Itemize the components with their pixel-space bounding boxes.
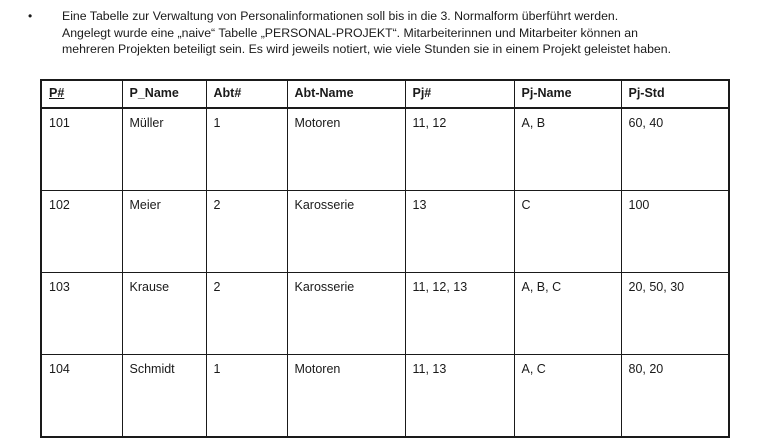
cell-abt-nr: 2 — [206, 273, 287, 355]
header-pj-nr: Pj# — [405, 80, 514, 108]
cell-abt-nr: 2 — [206, 191, 287, 273]
table-row — [41, 355, 729, 438]
table-row — [41, 273, 729, 355]
cell-pj-std: 100 — [621, 191, 729, 273]
header-abt-nr: Abt# — [206, 80, 287, 108]
task-line-2: Angelegt wurde eine „naive“ Tabelle „PERSONAL-PROJEKT“. Mitarbeiterinnen und Mitarbeiter können an — [62, 25, 638, 40]
cell-p-name: Müller — [122, 108, 206, 191]
table-row — [41, 191, 729, 273]
cell-abt-name: Motoren — [287, 355, 405, 438]
cell-pj-nr: 13 — [405, 191, 514, 273]
cell-abt-name: Karosserie — [287, 273, 405, 355]
cell-abt-nr: 1 — [206, 355, 287, 438]
cell-p-name: Schmidt — [122, 355, 206, 438]
cell-abt-name: Motoren — [287, 108, 405, 191]
header-pj-name: Pj-Name — [514, 80, 621, 108]
cell-abt-name: Karosserie — [287, 191, 405, 273]
cell-pj-name: A, B — [514, 108, 621, 191]
cell-pj-nr: 11, 13 — [405, 355, 514, 438]
cell-p-nr: 101 — [41, 108, 122, 191]
cell-pj-std: 20, 50, 30 — [621, 273, 729, 355]
cell-pj-nr: 11, 12, 13 — [405, 273, 514, 355]
cell-abt-nr: 1 — [206, 108, 287, 191]
task-text — [62, 8, 748, 58]
header-row — [41, 80, 729, 108]
cell-p-nr: 102 — [41, 191, 122, 273]
cell-pj-name: A, C — [514, 355, 621, 438]
cell-pj-name: C — [514, 191, 621, 273]
cell-pj-std: 60, 40 — [621, 108, 729, 191]
cell-p-nr: 104 — [41, 355, 122, 438]
cell-pj-nr: 11, 12 — [405, 108, 514, 191]
cell-pj-std: 80, 20 — [621, 355, 729, 438]
cell-p-name: Meier — [122, 191, 206, 273]
header-p-nr — [41, 80, 122, 108]
personal-projekt-table — [40, 79, 730, 438]
header-pj-std: Pj-Std — [621, 80, 729, 108]
task-description — [28, 8, 748, 58]
cell-p-nr: 103 — [41, 273, 122, 355]
task-line-3: mehreren Projekten beteiligt sein. Es wird jeweils notiert, wie viele Stunden sie in einem Projekt geleistet haben. — [62, 42, 672, 56]
cell-pj-name: A, B, C — [514, 273, 621, 355]
header-abt-name: Abt-Name — [287, 80, 405, 108]
bullet-marker: • — [28, 9, 33, 23]
task-line-1: Eine Tabelle zur Verwaltung von Personalinformationen soll bis in die 3. Normalform überführt werden. — [62, 9, 619, 23]
header-p-name: P_Name — [122, 80, 206, 108]
cell-p-name: Krause — [122, 273, 206, 355]
primary-key-label: P# — [49, 86, 65, 100]
table-row — [41, 108, 729, 191]
